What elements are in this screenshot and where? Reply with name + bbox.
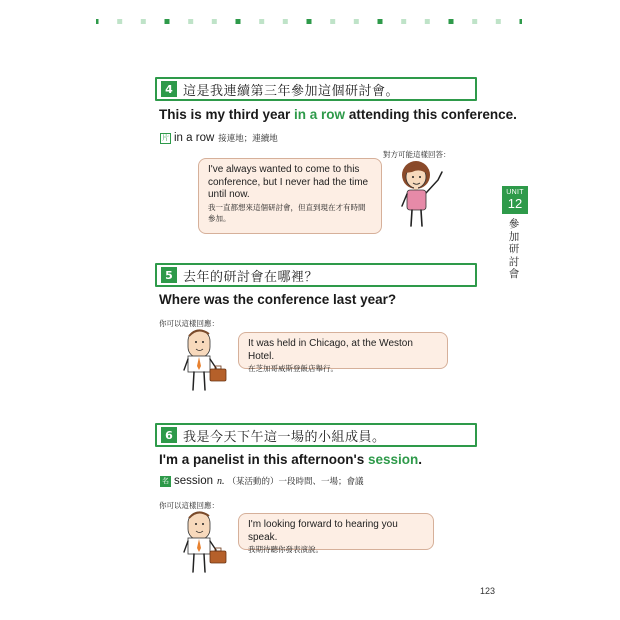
top-dot bbox=[259, 19, 264, 24]
section-6-number: 6 bbox=[161, 427, 177, 443]
bubble-english: I've always wanted to come to this conference, but I never had the time until now. bbox=[208, 164, 369, 200]
section-6-header bbox=[155, 423, 477, 447]
section-5-sentence bbox=[159, 292, 396, 307]
section-5-speech-bubble bbox=[238, 332, 448, 373]
unit-tab bbox=[502, 186, 528, 214]
top-dot bbox=[188, 19, 193, 24]
top-dot bbox=[117, 19, 122, 24]
vocab-definition: 接連地；連續地 bbox=[218, 134, 278, 144]
businessman-character-icon bbox=[180, 508, 230, 578]
top-dot bbox=[378, 19, 383, 24]
sentence-part: I'm a panelist in this afternoon's bbox=[159, 452, 368, 467]
sentence-part: Where was the conference last year? bbox=[159, 292, 397, 307]
noun-tag-icon: 名 bbox=[162, 477, 169, 485]
top-dot bbox=[236, 19, 241, 24]
section-6-prompt: 你可以這樣回應： bbox=[159, 501, 219, 510]
section-6-sentence bbox=[159, 452, 422, 467]
section-4-header bbox=[155, 77, 477, 101]
section-4-vocab bbox=[160, 132, 278, 144]
section-5-header bbox=[155, 263, 477, 287]
unit-label: UNIT bbox=[506, 189, 524, 196]
section-4-speech-bubble bbox=[198, 158, 382, 234]
section-6-title: 我是今天下午這一場的小組成員。 bbox=[183, 429, 386, 445]
section-4-prompt: 對方可能這樣回答： bbox=[383, 150, 451, 159]
vocab-word: session bbox=[174, 475, 213, 487]
top-dot bbox=[354, 19, 359, 24]
section-5-prompt: 你可以這樣回應： bbox=[159, 319, 219, 328]
top-dot bbox=[307, 19, 312, 24]
top-dot bbox=[425, 19, 430, 24]
top-dot bbox=[449, 19, 454, 24]
sentence-part: attending this conference. bbox=[345, 107, 517, 122]
top-dot-pattern bbox=[96, 18, 522, 26]
top-dot bbox=[141, 19, 146, 24]
section-5-number: 5 bbox=[161, 267, 177, 283]
top-dot bbox=[283, 19, 288, 24]
bubble-chinese: 我期待聽你發表演說。 bbox=[248, 545, 323, 554]
top-dot bbox=[165, 19, 170, 24]
section-6-vocab bbox=[160, 475, 364, 487]
section-6-speech-bubble bbox=[238, 513, 434, 554]
sentence-part: . bbox=[418, 452, 423, 467]
unit-number: 12 bbox=[507, 196, 523, 211]
bubble-chinese: 在芝加哥威斯登飯店舉行。 bbox=[248, 364, 338, 373]
sentence-part: This is my third year bbox=[159, 107, 295, 122]
section-4-number: 4 bbox=[161, 81, 177, 97]
top-dot bbox=[472, 19, 477, 24]
bubble-chinese: 我一直都想來這個研討會，但直到現在才有時間參加。 bbox=[208, 202, 366, 223]
top-dot bbox=[96, 19, 99, 24]
vocab-definition: （某活動的）一段時間、一場；會議 bbox=[227, 477, 364, 487]
unit-title: 參加研討會 bbox=[508, 218, 520, 280]
section-5-title: 去年的研討會在哪裡？ bbox=[183, 269, 319, 285]
vocab-part-of-speech: n. bbox=[217, 475, 225, 487]
businessman-character-icon bbox=[180, 326, 230, 396]
phrase-tag-icon: 片 bbox=[162, 134, 169, 142]
woman-character-icon bbox=[394, 158, 450, 230]
top-dot bbox=[212, 19, 217, 24]
bubble-english: It was held in Chicago, at the Weston Hotel. bbox=[248, 338, 413, 362]
top-dot bbox=[330, 19, 335, 24]
bubble-english: I'm looking forward to hearing you speak. bbox=[248, 519, 398, 543]
section-4-title: 這是我連續第三年參加這個研討會。 bbox=[183, 83, 400, 99]
vocab-word: in a row bbox=[174, 132, 215, 144]
page-number: 123 bbox=[480, 586, 496, 596]
top-dot bbox=[496, 19, 501, 24]
sentence-highlight: session bbox=[367, 452, 419, 467]
top-dot bbox=[401, 19, 406, 24]
sentence-highlight: in a row bbox=[294, 107, 346, 122]
section-4-sentence bbox=[159, 107, 517, 122]
top-dot bbox=[520, 19, 523, 24]
